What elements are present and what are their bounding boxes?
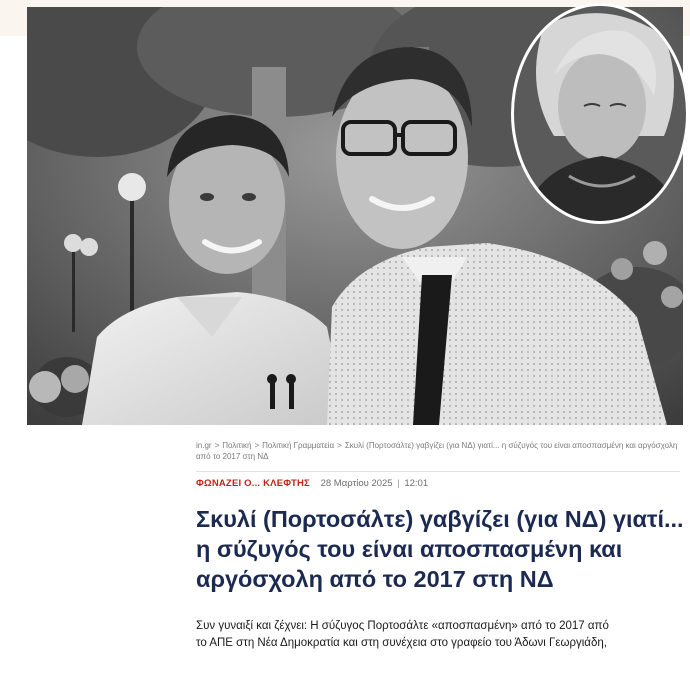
meta-divider: | [397,478,400,489]
category-link[interactable]: ΦΩΝΑΖΕΙ Ο... ΚΛΕΦΤΗΣ [196,478,310,489]
breadcrumb-politics[interactable]: Πολιτική [222,441,252,450]
breadcrumb-separator: > [254,441,260,450]
article-headline: Σκυλί (Πορτοσάλτε) γαβγίζει (για ΝΔ) γιατί... η σύζυγός του είναι αποσπασμένη και αργόσχολη από το 2017 στη ΝΔ [196,506,684,592]
publish-date: 28 Μαρτίου 2025 [320,478,393,489]
inset-portrait-illustration [514,6,686,221]
article-lead [196,618,690,652]
article-body [196,440,690,652]
breadcrumb [196,440,680,462]
publish-time: 12:01 [404,478,429,489]
breadcrumb-separator: > [214,441,220,450]
article-meta [196,471,680,490]
lead-line: Συν γυναιξί και ζέχνει: Η σύζυγος Πορτοσάλτε «αποσπασμένη» από το 2017 από [196,620,609,632]
breadcrumb-home[interactable]: in.gr [196,441,212,450]
lead-line: το ΑΠΕ στη Νέα Δημοκρατία και στη συνέχεια στο γραφείο του Άδωνι Γεωργιάδη, [196,637,607,649]
breadcrumb-separator: > [337,441,342,450]
inset-portrait[interactable] [514,6,686,221]
breadcrumb-political-secretariat[interactable]: Πολιτική Γραμματεία [262,441,335,450]
breadcrumb-current: Σκυλί (Πορτοσάλτε) γαβγίζει (για ΝΔ) γιατί... η σύζυγός του είναι αποσπασμένη και αργόσχολη από το 2017 στη ΝΔ [196,441,678,461]
